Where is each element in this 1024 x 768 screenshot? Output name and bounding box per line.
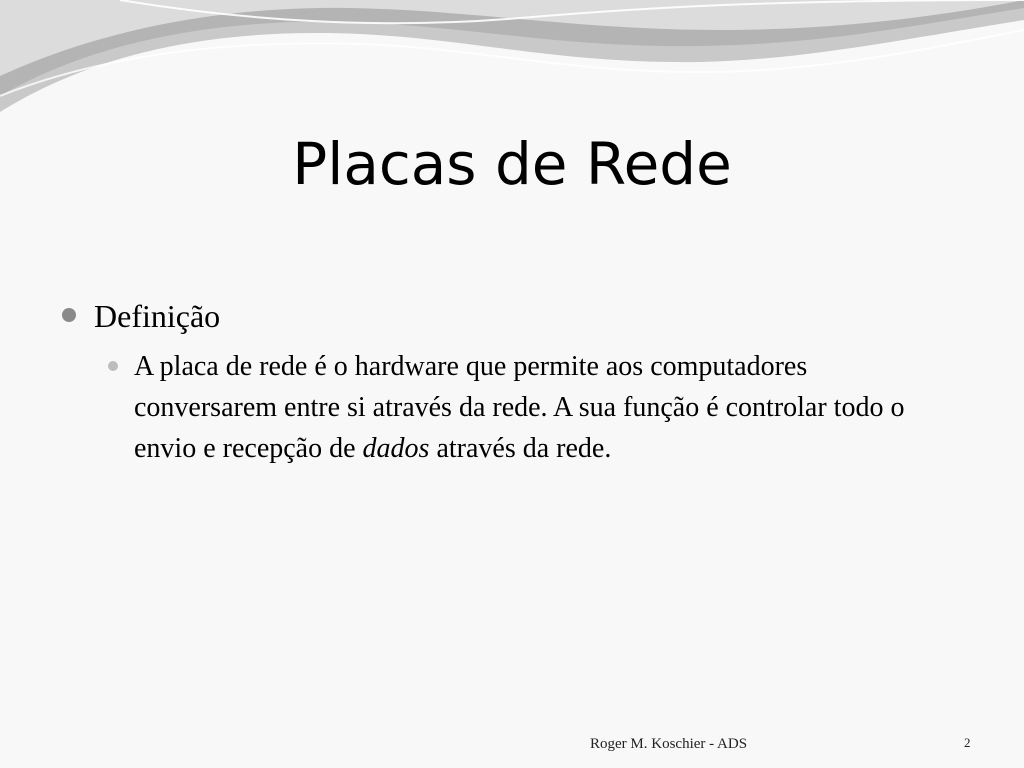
bullet-text-definicao: Definição bbox=[94, 298, 221, 334]
bullet-item-level2 bbox=[108, 346, 962, 469]
slide-title: Placas de Rede bbox=[292, 130, 732, 198]
slide-content bbox=[62, 296, 962, 469]
bullet-dot-icon bbox=[62, 308, 76, 322]
definition-italic-word: dados bbox=[362, 433, 430, 464]
definition-text-end: através da rede. bbox=[429, 433, 612, 464]
definition-text bbox=[134, 346, 954, 469]
definition-text-start: A placa de rede é o hardware que permite aos computadores conversarem entre si através da rede. A sua função é controlar todo o envio e recepção de bbox=[134, 351, 905, 464]
bullet-item-level1 bbox=[62, 296, 962, 336]
page-number: 2 bbox=[964, 735, 971, 750]
sub-bullet-dot-icon bbox=[108, 361, 118, 371]
decorative-wave bbox=[0, 0, 1024, 130]
footer-author: Roger M. Koschier - ADS bbox=[590, 736, 748, 752]
